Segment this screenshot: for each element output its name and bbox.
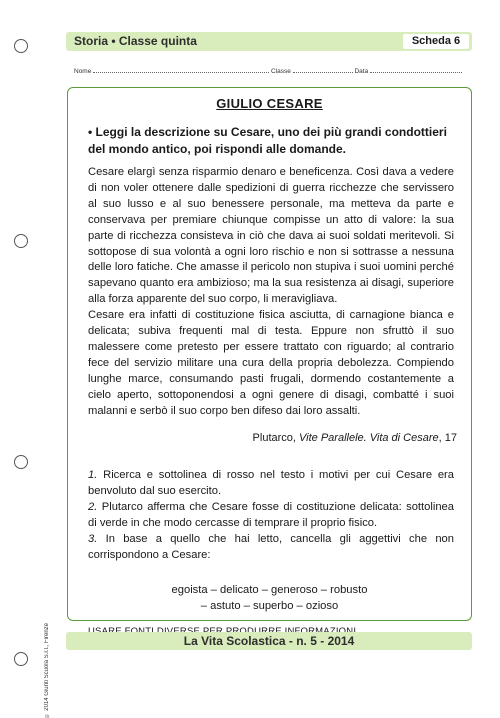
name-field[interactable] xyxy=(93,66,269,73)
citation-chapter: , 17 xyxy=(438,432,457,444)
binder-hole-1 xyxy=(14,39,28,53)
date-field[interactable] xyxy=(370,66,462,73)
adjective-line-2: – astuto – superbo – ozioso xyxy=(200,599,339,612)
question-3-number: 3. xyxy=(88,532,98,545)
questions-list xyxy=(88,468,454,563)
reading-passage xyxy=(88,165,454,420)
worksheet-card xyxy=(67,87,472,621)
question-1-text: Ricerca e sottolinea di rosso nel testo i motivi per cui Cesare era benvoluto dal suo esercito. xyxy=(88,469,454,497)
class-label: Classe xyxy=(270,68,291,75)
subject-label: Storia • Classe quinta xyxy=(74,34,197,48)
question-2-number: 2. xyxy=(88,500,98,513)
citation-author: Plutarco, xyxy=(252,432,300,444)
header-bar xyxy=(66,32,472,51)
copyright-note: © 2014 Giunti Scuola S.r.l., Firenze xyxy=(44,623,50,718)
worksheet-title: GIULIO CESARE xyxy=(216,96,323,111)
question-2 xyxy=(88,500,454,532)
question-1 xyxy=(88,468,454,500)
question-2-text: Plutarco afferma che Cesare fosse di costituzione delicata: sottolinea di verde in che modo cercasse di temprare il proprio fisico. xyxy=(88,500,454,529)
name-label: Nome xyxy=(74,68,92,75)
passage-paragraph-2: Cesare era infatti di costituzione fisica asciutta, di carnagione bianca e delicata; subiva frequenti mal di testa. Eppure non sfruttò il suo malessere come pretesto per essere trattato con riguardo; al contrario fece del servizio militare una cura della propria debolezza. Compiendo lunghe marce, consumando pasti frugali, dormendo costantemente a cielo aperto, sottoponendosi a ogni genere di disagi, combatté i suoi malanni e serbò il suo corpo ben difeso dai loro assalti. xyxy=(88,309,454,417)
instructions: • Leggi la descrizione su Cesare, uno dei più grandi condottieri del mondo antico, poi rispondi alle domande. xyxy=(88,125,447,156)
question-3 xyxy=(88,532,454,564)
passage-paragraph-1: Cesare elargì senza risparmio denaro e beneficenza. Così dava a vedere di non voler ottenere dalle spedizioni di guerra ricchezze che servissero al suo lusso e al suo benessere personale, ma metteva da parte e conservava per premiare chiunque compisse un atto di valore: la sua parte di ricchezza consisteva in ciò che dava ai suoi soldati meritevoli. Si sottopose di sua volontà a ogni loro rischio e non si sottrasse a nessuna delle loro fatiche. Che amasse il pericolo non stupiva i suoi uomini perché sapevano quanto era ambizioso; ma la sua resistenza ai disagi, superiore alla forza apparente del suo corpo, li meravigliava. xyxy=(88,166,454,306)
class-field[interactable] xyxy=(293,66,353,73)
source-citation xyxy=(253,432,457,444)
citation-work: Vite Parallele. Vita di Cesare xyxy=(299,432,439,444)
question-1-number: 1. xyxy=(88,469,98,481)
sheet-number: Scheda 6 xyxy=(403,34,469,49)
question-3-text: In base a quello che hai letto, cancella gli aggettivi che non corrispondono a Cesare: xyxy=(88,532,454,561)
adjective-line-1: egoista – delicato – generoso – robusto xyxy=(171,584,368,596)
binder-hole-2 xyxy=(14,234,28,248)
binder-hole-4 xyxy=(14,652,28,666)
name-row xyxy=(74,66,472,75)
binder-hole-3 xyxy=(14,455,28,469)
adjective-list xyxy=(68,583,471,615)
footer-bar: La Vita Scolastica - n. 5 - 2014 xyxy=(66,632,472,650)
date-label: Data xyxy=(354,68,369,75)
